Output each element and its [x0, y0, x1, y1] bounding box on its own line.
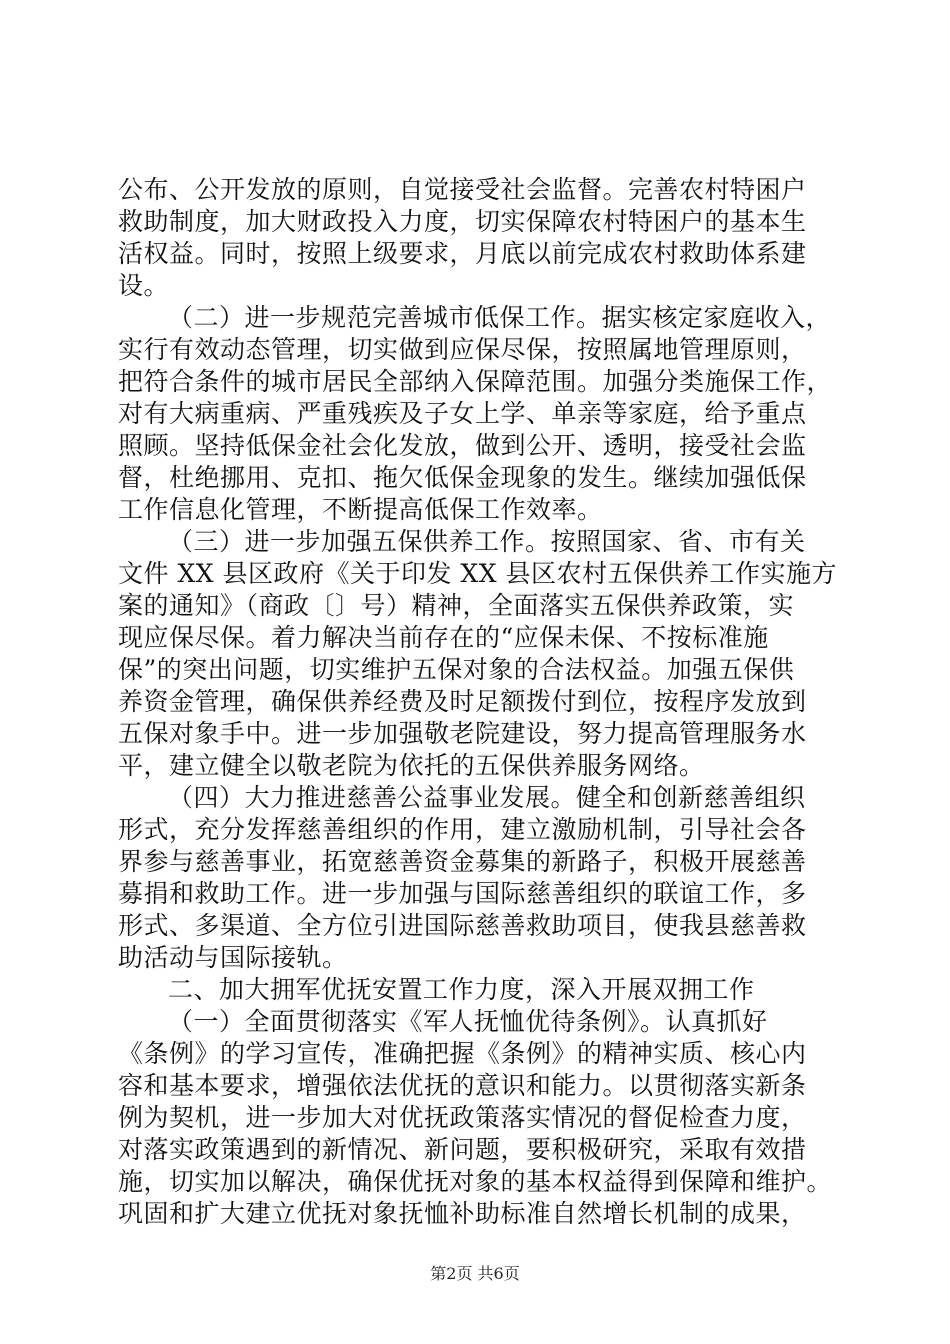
text-line: 公布、公开发放的原则，自觉接受社会监督。完善农村特困户 — [118, 175, 807, 204]
section-heading: 二、加大拥军优抚安置工作力度，深入开展双拥工作 — [168, 975, 755, 1004]
paragraph-first-line: （二）进一步规范完善城市低保工作。据实核定家庭收入， — [168, 303, 832, 332]
text-line: 把符合条件的城市居民全部纳入保障范围。加强分类施保工作， — [118, 367, 833, 396]
text-line: 照顾。坚持低保金社会化发放，做到公开、透明，接受社会监 — [118, 431, 807, 460]
text-line: 募捐和救助工作。进一步加强与国际慈善组织的联谊工作，多 — [118, 879, 807, 908]
document-body — [118, 174, 838, 1230]
text-line: 界参与慈善事业，拓宽慈善资金募集的新路子，积极开展慈善 — [118, 847, 807, 876]
text-line: 救助制度，加大财政投入力度，切实保障农村特困户的基本生 — [118, 207, 807, 236]
paragraph-first-line: （一）全面贯彻落实《军人抚恤优待条例》。认真抓好 — [168, 1007, 768, 1036]
text-line: 活权益。同时，按照上级要求，月底以前完成农村救助体系建 — [118, 239, 807, 268]
text-line: 平，建立健全以敬老院为依托的五保供养服务网络。 — [118, 751, 705, 780]
text-line: 现应保尽保。着力解决当前存在的“应保未保、不按标准施 — [118, 623, 769, 652]
text-line: 容和基本要求，增强依法优抚的意识和能力。以贯彻落实新条 — [118, 1071, 807, 1100]
paragraph-first-line: （三）进一步加强五保供养工作。按照国家、省、市有关 — [168, 527, 806, 556]
text-line: 文件 XX 县区政府《关于印发 XX 县区农村五保供养工作实施方 — [118, 559, 837, 588]
text-line: 实行有效动态管理，切实做到应保尽保，按照属地管理原则， — [118, 335, 807, 364]
text-line: 《条例》的学习宣传，准确把握《条例》的精神实质、核心内 — [118, 1039, 807, 1068]
text-line: 施，切实加以解决，确保优抚对象的基本权益得到保障和维护。 — [118, 1167, 833, 1196]
text-line: 形式，充分发挥慈善组织的作用，建立激励机制，引导社会各 — [118, 815, 807, 844]
text-line: 养资金管理，确保供养经费及时足额拨付到位，按程序发放到 — [118, 687, 807, 716]
text-line: 保”的突出问题，切实维护五保对象的合法权益。加强五保供 — [118, 655, 795, 684]
text-line: 对有大病重病、严重残疾及子女上学、单亲等家庭，给予重点 — [118, 399, 807, 428]
text-line: 助活动与国际接轨。 — [118, 943, 348, 972]
page-number-footer: 第2页 共6页 — [430, 1264, 520, 1283]
paragraph-first-line: （四）大力推进慈善公益事业发展。健全和创新慈善组织 — [168, 783, 806, 812]
text-line: 设。 — [118, 271, 170, 300]
text-line: 巩固和扩大建立优抚对象抚恤补助标准自然增长机制的成果， — [118, 1199, 807, 1228]
text-line: 案的通知》（商政〔〕号）精神，全面落实五保供养政策，实 — [118, 591, 795, 620]
text-line: 对落实政策遇到的新情况、新问题，要积极研究，采取有效措 — [118, 1135, 807, 1164]
text-line: 形式、多渠道、全方位引进国际慈善救助项目，使我县慈善救 — [118, 911, 807, 940]
text-line: 督，杜绝挪用、克扣、拖欠低保金现象的发生。继续加强低保 — [118, 463, 807, 492]
text-line: 工作信息化管理，不断提高低保工作效率。 — [118, 495, 603, 524]
text-line: 五保对象手中。进一步加强敬老院建设，努力提高管理服务水 — [118, 719, 807, 748]
text-line: 例为契机，进一步加大对优抚政策落实情况的督促检查力度， — [118, 1103, 807, 1132]
